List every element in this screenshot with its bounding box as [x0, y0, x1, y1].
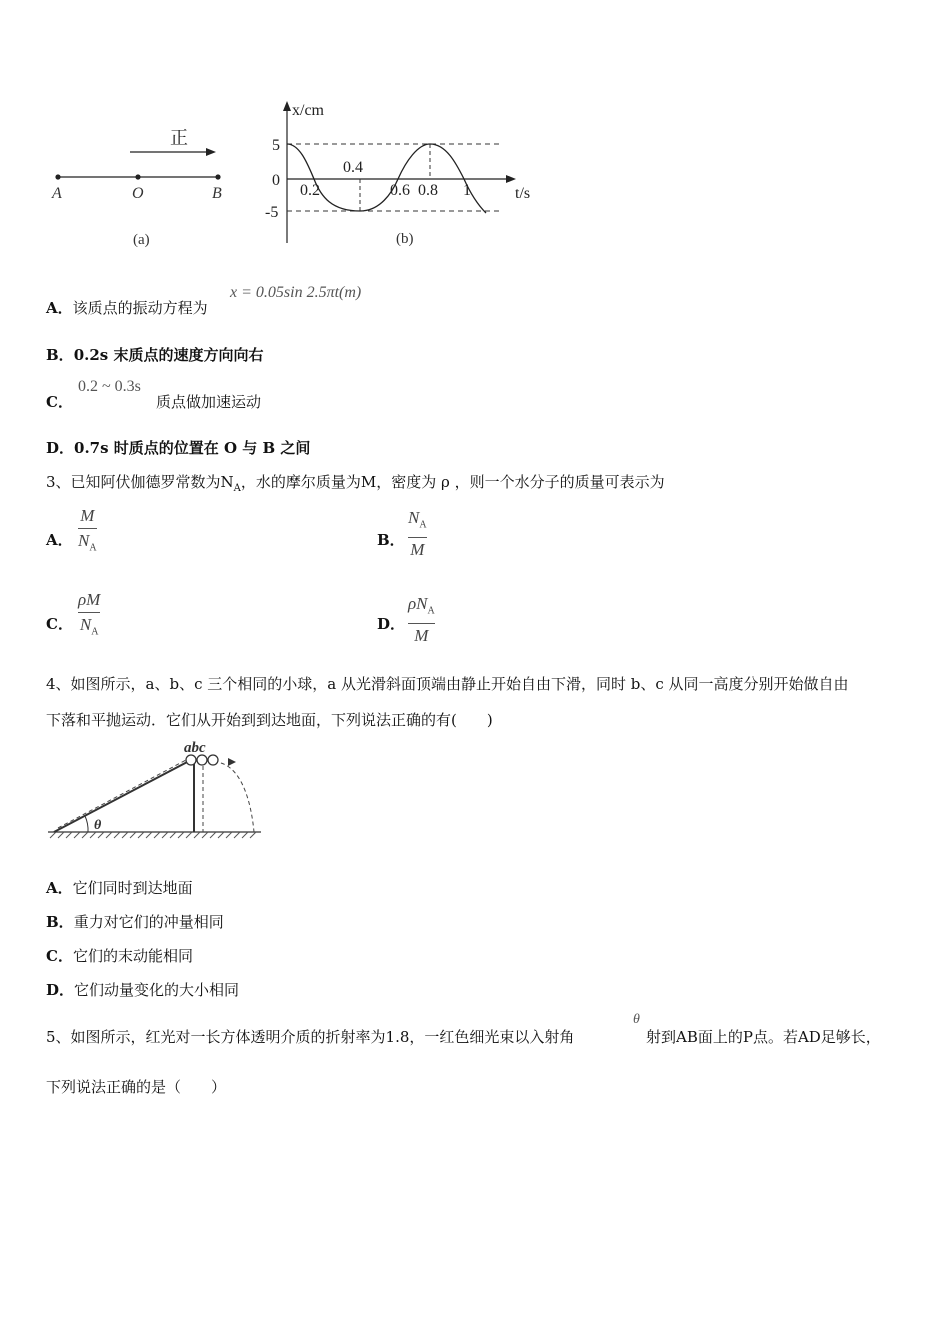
denominator: M: [410, 540, 425, 560]
numerator: $\rho N_A$: [408, 594, 435, 617]
numerator: M: [80, 506, 95, 525]
option-text: 0.2s 末质点的速度方向向右: [73, 346, 264, 364]
y-axis-label: x/cm: [292, 102, 324, 119]
numerator: ρM: [78, 590, 101, 609]
option-letter: A．: [46, 299, 73, 317]
x-tick-0.4: 0.4: [343, 159, 363, 176]
q3-stem-rest: ，水的摩尔质量为M，密度为 ρ ，则一个水分子的质量可表示为: [240, 473, 665, 491]
y-tick-5: 5: [272, 137, 280, 154]
q3-option-d-letter: D．: [377, 615, 406, 633]
option-letter: D．: [46, 439, 75, 457]
option-letter: B．: [46, 346, 74, 364]
option-letter: D．: [46, 981, 75, 999]
q5-stem-line2: 下列说法正确的是（ ）: [46, 1078, 227, 1096]
q3-stem: [46, 472, 665, 499]
q3-stem-text: 3、已知阿伏伽德罗常数为N: [46, 473, 234, 491]
figure-b: [250, 95, 550, 255]
option-text: 重力对它们的冲量相同: [73, 913, 224, 931]
x-tick-0.8: 0.8: [418, 182, 438, 199]
q4-option-c: [46, 946, 193, 966]
option-letter: C．: [46, 947, 73, 965]
ball-b: [197, 755, 207, 765]
option-letter: C．: [46, 393, 73, 411]
option-letter: B．: [46, 913, 74, 931]
point-b-dot: [215, 174, 220, 179]
q2-option-a: [46, 298, 208, 318]
x-tick-1: 1: [463, 182, 471, 199]
x-tick-0.6: 0.6: [390, 182, 410, 199]
q5-stem-line1-b: 射到AB面上的P点。若AD足够长，: [646, 1028, 881, 1046]
q3-stem-sub: A: [233, 483, 241, 494]
q4-stem-line1: 4、如图所示，a、b、c 三个相同的小球，a 从光滑斜面顶端由静止开始自由下滑，同时 b、c 从同一高度分别开始做自由: [46, 675, 849, 693]
q3-option-d-fraction: [408, 593, 435, 647]
option-text: 0.7s 时质点的位置在 O 与 B 之间: [74, 439, 311, 457]
q4-option-a: [46, 878, 193, 898]
q5-theta: θ: [633, 1012, 640, 1027]
q3-option-a-fraction: [78, 505, 97, 559]
q2-option-a-formula: x = 0.05sin 2.5πt(m): [230, 284, 362, 301]
y-tick-minus-5: -5: [265, 204, 279, 221]
option-text: 它们动量变化的大小相同: [74, 981, 240, 999]
projectile-path: [214, 762, 254, 832]
option-letter: A．: [46, 879, 73, 897]
y-axis-arrow: [283, 101, 291, 111]
q3-option-b-fraction: [408, 507, 427, 561]
q5-stem-line1-a: 5、如图所示，红光对一长方体透明介质的折射率为1.8，一红色细光束以入射角: [46, 1028, 575, 1046]
ground-hatch: [50, 832, 256, 838]
option-text: 该质点的振动方程为: [72, 299, 208, 317]
q3-option-a-letter: A．: [46, 531, 73, 549]
x-axis-arrow: [506, 175, 516, 183]
ball-a: [186, 755, 196, 765]
q2-option-c: [46, 392, 73, 412]
q4-option-b: [46, 912, 224, 932]
option-text: 它们同时到达地面: [72, 879, 193, 897]
denominator: $N_A$: [79, 615, 99, 638]
point-o-label: O: [132, 185, 144, 202]
q4-stem-line2: 下落和平抛运动．它们从开始到到达地面，下列说法正确的有( ): [46, 711, 493, 729]
q2-option-b: [46, 345, 263, 365]
q3-option-c-letter: C．: [46, 615, 73, 633]
q3-option-b-letter: B．: [377, 531, 405, 549]
incline-surface: [54, 760, 191, 832]
incline-path-dashed: [58, 760, 186, 828]
velocity-arrowhead: [228, 758, 236, 766]
angle-label: θ: [94, 818, 102, 833]
y-tick-0: 0: [272, 172, 280, 189]
figure-a: [40, 120, 240, 250]
option-text: 它们的末动能相同: [72, 947, 193, 965]
x-axis-label: t/s: [515, 185, 531, 202]
denominator: M: [414, 626, 429, 646]
ball-labels: abc: [184, 740, 206, 756]
ball-c: [208, 755, 218, 765]
direction-label: 正: [170, 128, 188, 148]
figure-a-caption: (a): [133, 232, 150, 248]
q2-option-d: [46, 438, 310, 458]
x-tick-0.2: 0.2: [300, 182, 320, 199]
point-o-dot: [135, 174, 140, 179]
q2-option-c-text: 质点做加速运动: [156, 393, 262, 411]
figure-b-caption: (b): [396, 231, 414, 247]
point-b-label: B: [212, 185, 222, 202]
direction-arrowhead: [206, 148, 216, 156]
q4-option-d: [46, 980, 239, 1000]
q4-figure: [46, 740, 266, 845]
point-a-dot: [55, 174, 60, 179]
point-a-label: A: [52, 185, 62, 202]
q2-option-c-formula: 0.2 ~ 0.3s: [78, 378, 141, 395]
q3-option-c-fraction: [78, 589, 100, 643]
denominator: $N_A$: [78, 531, 97, 554]
angle-arc: [85, 816, 88, 832]
numerator: $N_A$: [408, 508, 427, 531]
